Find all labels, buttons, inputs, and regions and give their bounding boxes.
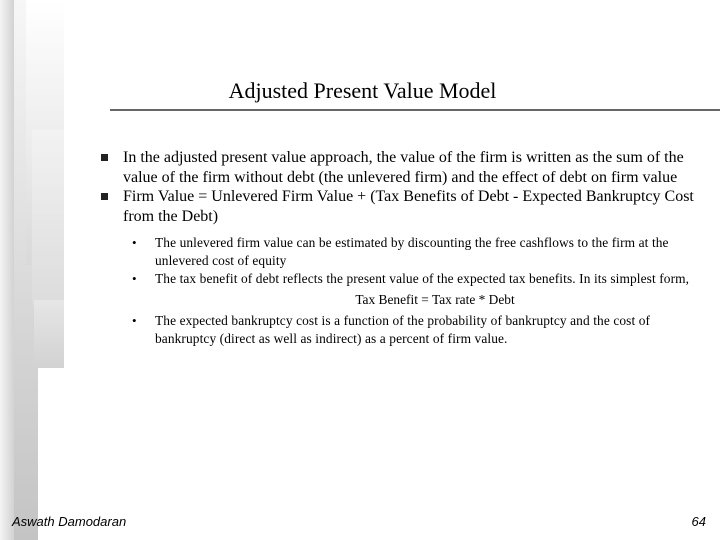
sub-bullet-text: The tax benefit of debt reflects the present value of the expected tax benefits. In its simplest form, xyxy=(155,271,690,286)
sub-bullet-item xyxy=(95,234,695,270)
dot-bullet-icon: • xyxy=(132,313,137,328)
bullet-item xyxy=(95,187,695,226)
page-number: 64 xyxy=(691,514,706,529)
dot-bullet-icon: • xyxy=(132,235,137,250)
footer-author: Aswath Damodaran xyxy=(12,514,127,529)
bullet-item xyxy=(95,148,695,187)
title-divider xyxy=(110,109,720,111)
square-bullet-icon xyxy=(101,193,108,200)
bullet-text: In the adjusted present value approach, the value of the firm is written as the sum of the value of the firm without debt (the unlevered firm) and the effect of debt on firm value xyxy=(123,149,684,186)
sub-bullet-list xyxy=(95,234,695,348)
square-bullet-icon xyxy=(101,154,108,161)
slide-title: Adjusted Present Value Model xyxy=(228,78,497,103)
dot-bullet-icon: • xyxy=(132,271,137,286)
bullet-text: Firm Value = Unlevered Firm Value + (Tax Benefits of Debt - Expected Bankruptcy Cost from the Debt) xyxy=(123,188,694,225)
sub-bullet-text: The expected bankruptcy cost is a function of the probability of bankruptcy and the cost of bankruptcy (direct as well as indirect) as a percent of firm value. xyxy=(155,313,651,346)
sub-bullet-item xyxy=(95,270,695,288)
formula: Tax Benefit = Tax rate * Debt xyxy=(355,292,515,307)
decor-bar xyxy=(32,130,64,305)
sub-bullet-item xyxy=(95,312,695,348)
slide-content xyxy=(95,148,695,348)
decor-bar xyxy=(34,300,64,368)
sub-bullet-text: The unlevered firm value can be estimated by discounting the free cashflows to the firm at the unlevered cost of equity xyxy=(155,235,669,268)
